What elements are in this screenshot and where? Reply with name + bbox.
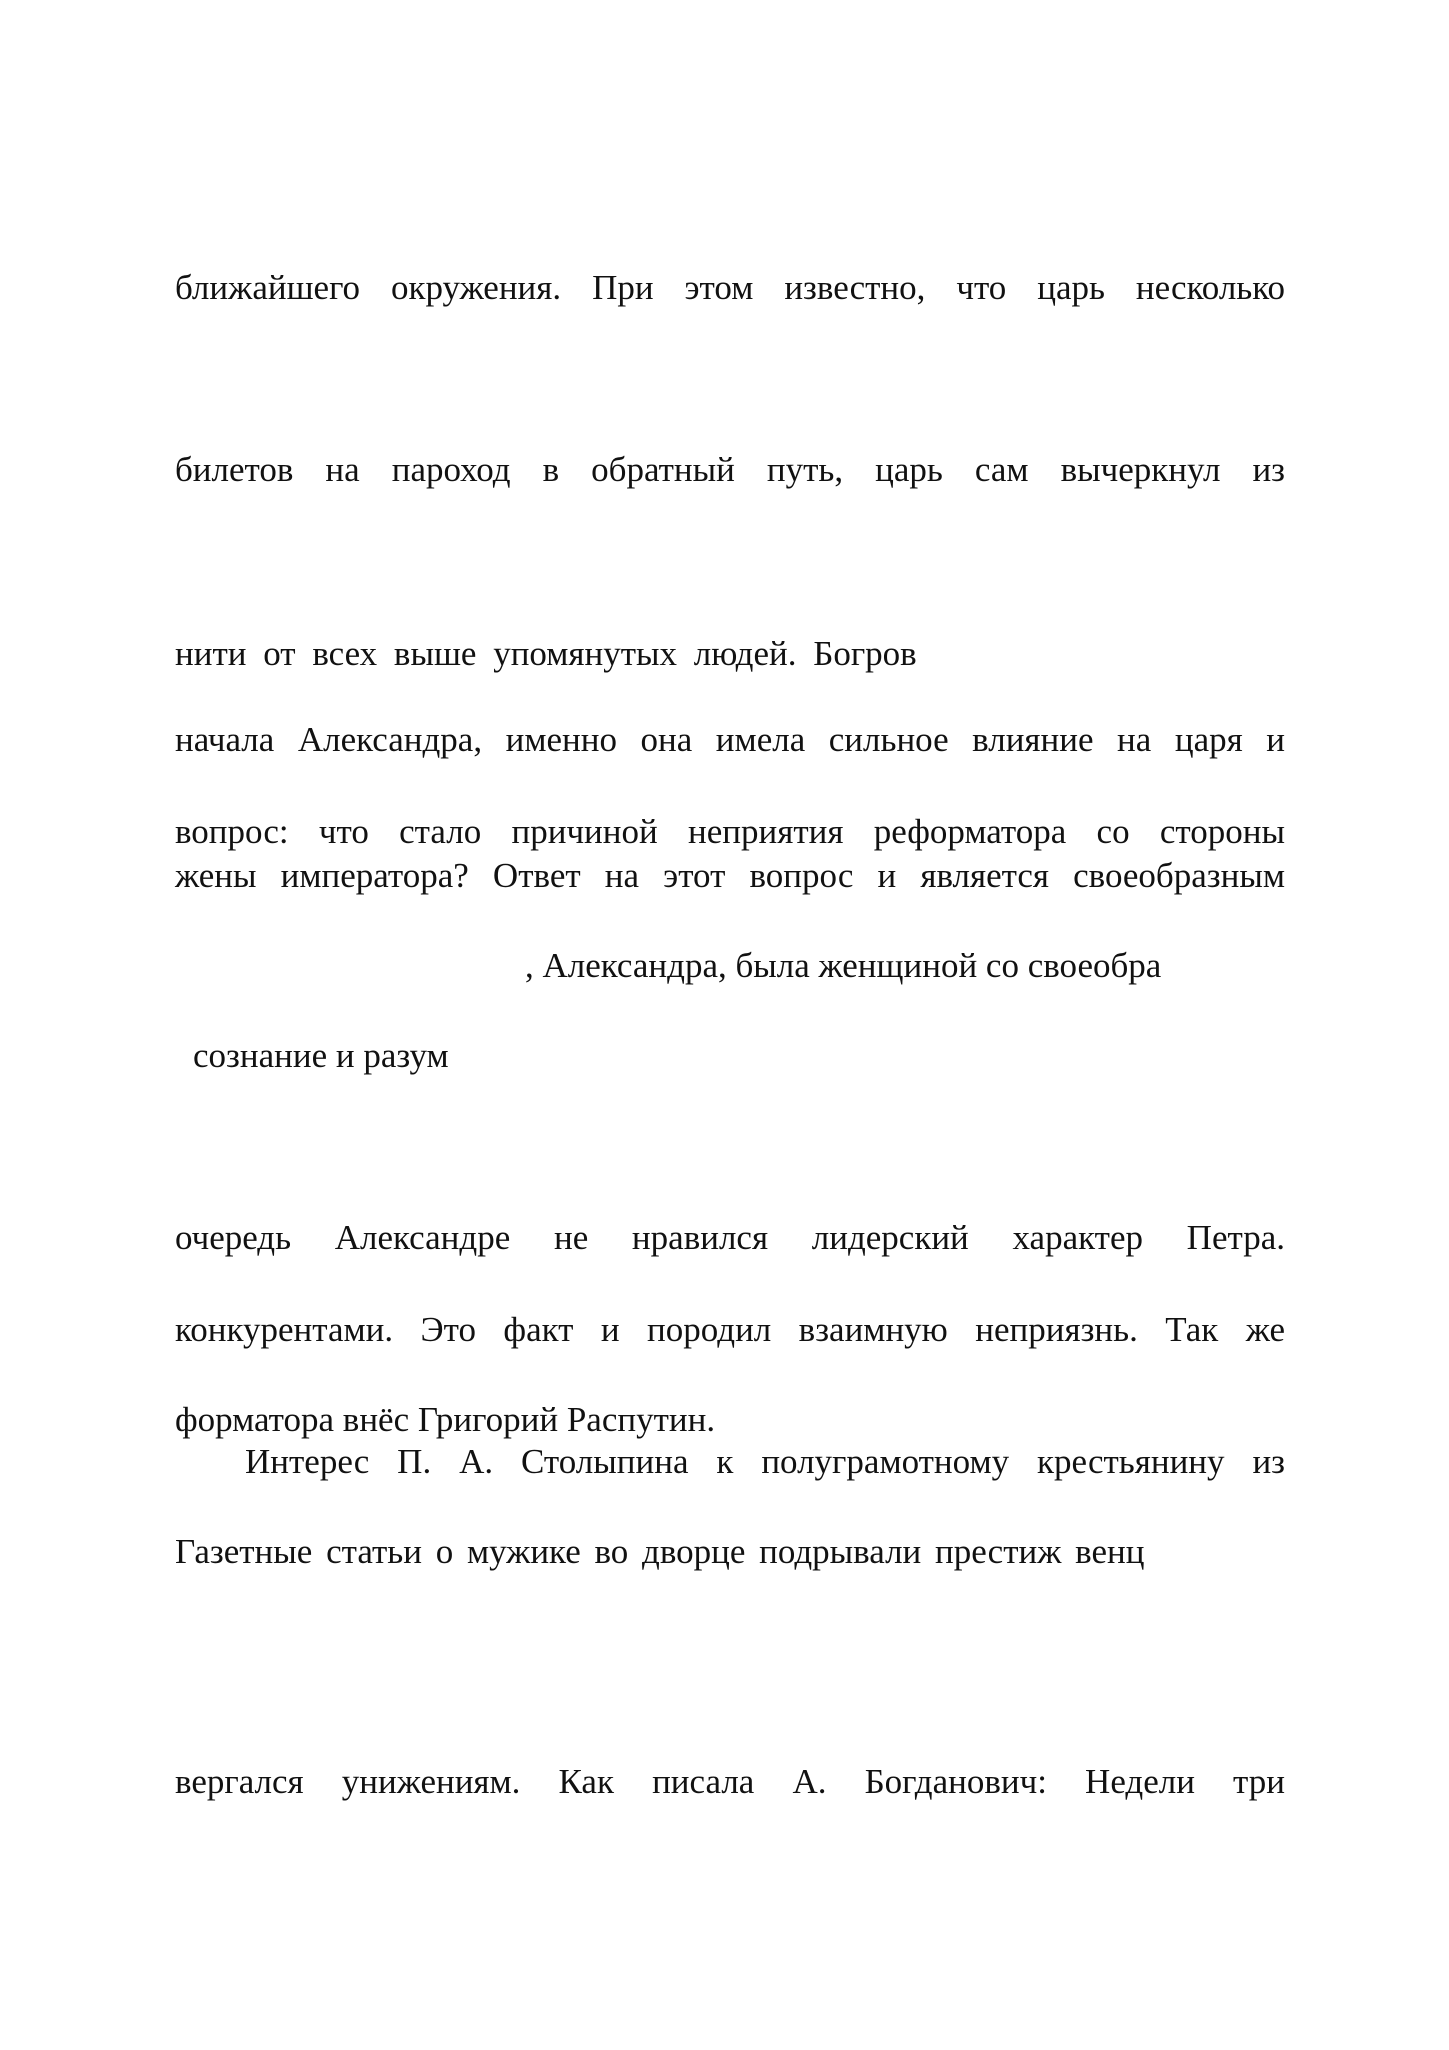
text-line: сознание и разум <box>193 1036 449 1075</box>
text-line: Газетные статьи о мужике во дворце подрывали престиж венц <box>175 1532 1145 1571</box>
text-line: , Александра, была женщиной со своеобра <box>525 946 1162 985</box>
text-line: очередь Александре не нравился лидерский характер Петра. <box>175 1218 1285 1257</box>
text-line: нити от всех выше упомянутых людей. Богров <box>175 634 917 673</box>
text-line: начала Александра, именно она имела сильное влияние на царя и <box>175 720 1285 759</box>
text-line: конкурентами. Это факт и породил взаимную неприязнь. Так же <box>175 1310 1285 1349</box>
text-line: вергался унижениям. Как писала А. Богданович: Недели три <box>175 1762 1285 1801</box>
text-line: форматора внёс Григорий Распутин. <box>175 1400 716 1439</box>
text-line: жены императора? Ответ на этот вопрос и является своеобразным <box>175 856 1285 895</box>
text-line: билетов на пароход в обратный путь, царь сам вычеркнул из <box>175 450 1285 489</box>
text-line: вопрос: что стало причиной неприятия реформатора со стороны <box>175 812 1285 851</box>
text-line: ближайшего окружения. При этом известно, что царь несколько <box>175 268 1285 307</box>
text-line: Интерес П. А. Столыпина к полуграмотному крестьянину из <box>245 1442 1285 1481</box>
